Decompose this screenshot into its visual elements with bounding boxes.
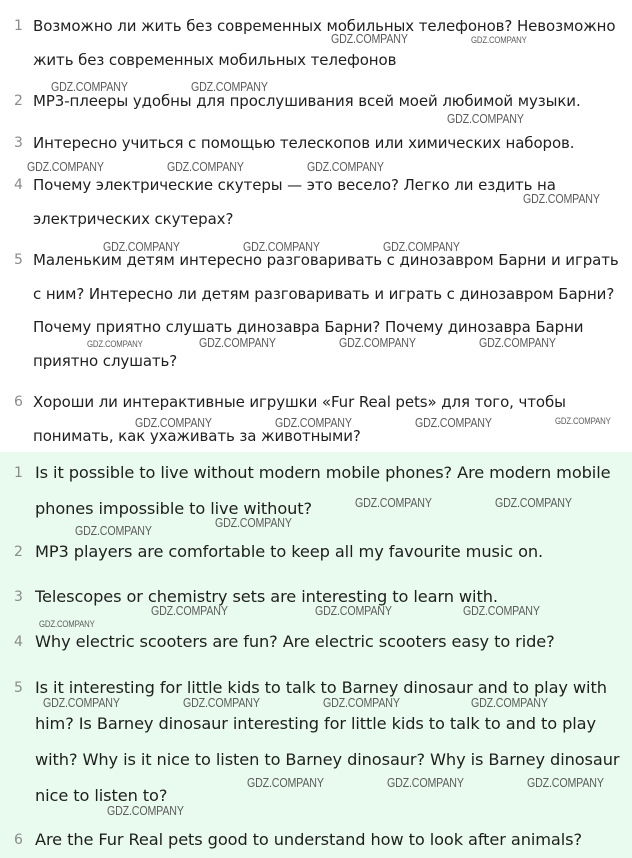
watermark: GDZ.COMPANY — [479, 335, 556, 350]
watermark: GDZ.COMPANY — [527, 775, 604, 790]
watermark: GDZ.COMPANY — [495, 495, 572, 510]
watermark: GDZ.COMPANY — [331, 31, 408, 46]
watermark: GDZ.COMPANY — [415, 415, 492, 430]
watermark: GDZ.COMPANY — [191, 79, 268, 94]
watermark: GDZ.COMPANY — [39, 619, 95, 630]
watermark: GDZ.COMPANY — [523, 191, 600, 206]
sentence-text: Возможно ли жить без современных мобильных телефонов? Невозможно жить без современных мобильных телефонов — [33, 17, 616, 69]
watermark: GDZ.COMPANY — [215, 515, 292, 530]
watermark: GDZ.COMPANY — [247, 775, 324, 790]
watermark: GDZ.COMPANY — [383, 239, 460, 254]
item-number: 1 — [14, 465, 23, 481]
watermark: GDZ.COMPANY — [183, 695, 260, 710]
item-number: 6 — [14, 832, 23, 848]
watermark: GDZ.COMPANY — [315, 603, 392, 618]
item-number: 2 — [14, 544, 23, 560]
watermark: GDZ.COMPANY — [167, 159, 244, 174]
watermark: GDZ.COMPANY — [355, 495, 432, 510]
sentence-text: MP3 players are comfortable to keep all my favourite music on. — [35, 542, 544, 561]
watermark: GDZ.COMPANY — [323, 695, 400, 710]
watermark: GDZ.COMPANY — [27, 159, 104, 174]
watermark: GDZ.COMPANY — [471, 695, 548, 710]
watermark: GDZ.COMPANY — [75, 523, 152, 538]
watermark: GDZ.COMPANY — [339, 335, 416, 350]
item-number: 1 — [14, 18, 23, 34]
item-number: 3 — [14, 135, 23, 151]
watermark: GDZ.COMPANY — [555, 416, 611, 427]
item-number: 5 — [14, 252, 23, 268]
item-number: 2 — [14, 93, 23, 109]
watermark: GDZ.COMPANY — [103, 239, 180, 254]
sentence-text: Интересно учиться с помощью телескопов или химических наборов. — [33, 134, 575, 152]
watermark: GDZ.COMPANY — [307, 159, 384, 174]
sentence-text: Хороши ли интерактивные игрушки «Fur Real pets» для того, чтобы понимать, как ухаживать за животными? — [33, 393, 566, 445]
watermark: GDZ.COMPANY — [87, 339, 143, 350]
watermark: GDZ.COMPANY — [275, 415, 352, 430]
sentence-text: Why electric scooters are fun? Are electric scooters easy to ride? — [35, 632, 555, 651]
item-number: 6 — [14, 394, 23, 410]
watermark: GDZ.COMPANY — [51, 79, 128, 94]
watermark: GDZ.COMPANY — [107, 803, 184, 818]
english-translations — [0, 452, 632, 858]
sentence-text: MP3-плееры удобны для прослушивания всей моей любимой музыки. — [33, 92, 581, 110]
sentence-text: Telescopes or chemistry sets are interesting to learn with. — [35, 587, 498, 606]
item-number: 5 — [14, 680, 23, 696]
item-number: 3 — [14, 589, 23, 605]
sentence-text: Маленьким детям интересно разговаривать с динозавром Барни и играть с ним? Интересно ли детям разговаривать и играть с динозавром Барни? Почему приятно слушать динозавра Барни? Почему динозавра Барни приятно слушать? — [33, 251, 619, 370]
item-number: 4 — [14, 634, 23, 650]
sentence-text: Почему электрические скутеры — это весело? Легко ли ездить на электрических скутерах? — [33, 176, 556, 228]
watermark: GDZ.COMPANY — [199, 335, 276, 350]
sentence-text: Is it possible to live without modern mobile phones? Are modern mobile phones impossible to live without? — [35, 463, 611, 518]
watermark: GDZ.COMPANY — [447, 111, 524, 126]
watermark: GDZ.COMPANY — [151, 603, 228, 618]
watermark: GDZ.COMPANY — [243, 239, 320, 254]
watermark: GDZ.COMPANY — [463, 603, 540, 618]
watermark: GDZ.COMPANY — [135, 415, 212, 430]
sentence-text: Are the Fur Real pets good to understand how to look after animals? — [35, 830, 582, 849]
watermark: GDZ.COMPANY — [387, 775, 464, 790]
sentence-text: Is it interesting for little kids to talk to Barney dinosaur and to play with him? Is Barney dinosaur interesting for little kids to talk to and to play with? Why is it nice to listen to Barney dinosaur? Why is Barney dinosaur nice to listen to? — [35, 678, 620, 805]
watermark: GDZ.COMPANY — [43, 695, 120, 710]
item-number: 4 — [14, 177, 23, 193]
watermark: GDZ.COMPANY — [471, 35, 527, 46]
